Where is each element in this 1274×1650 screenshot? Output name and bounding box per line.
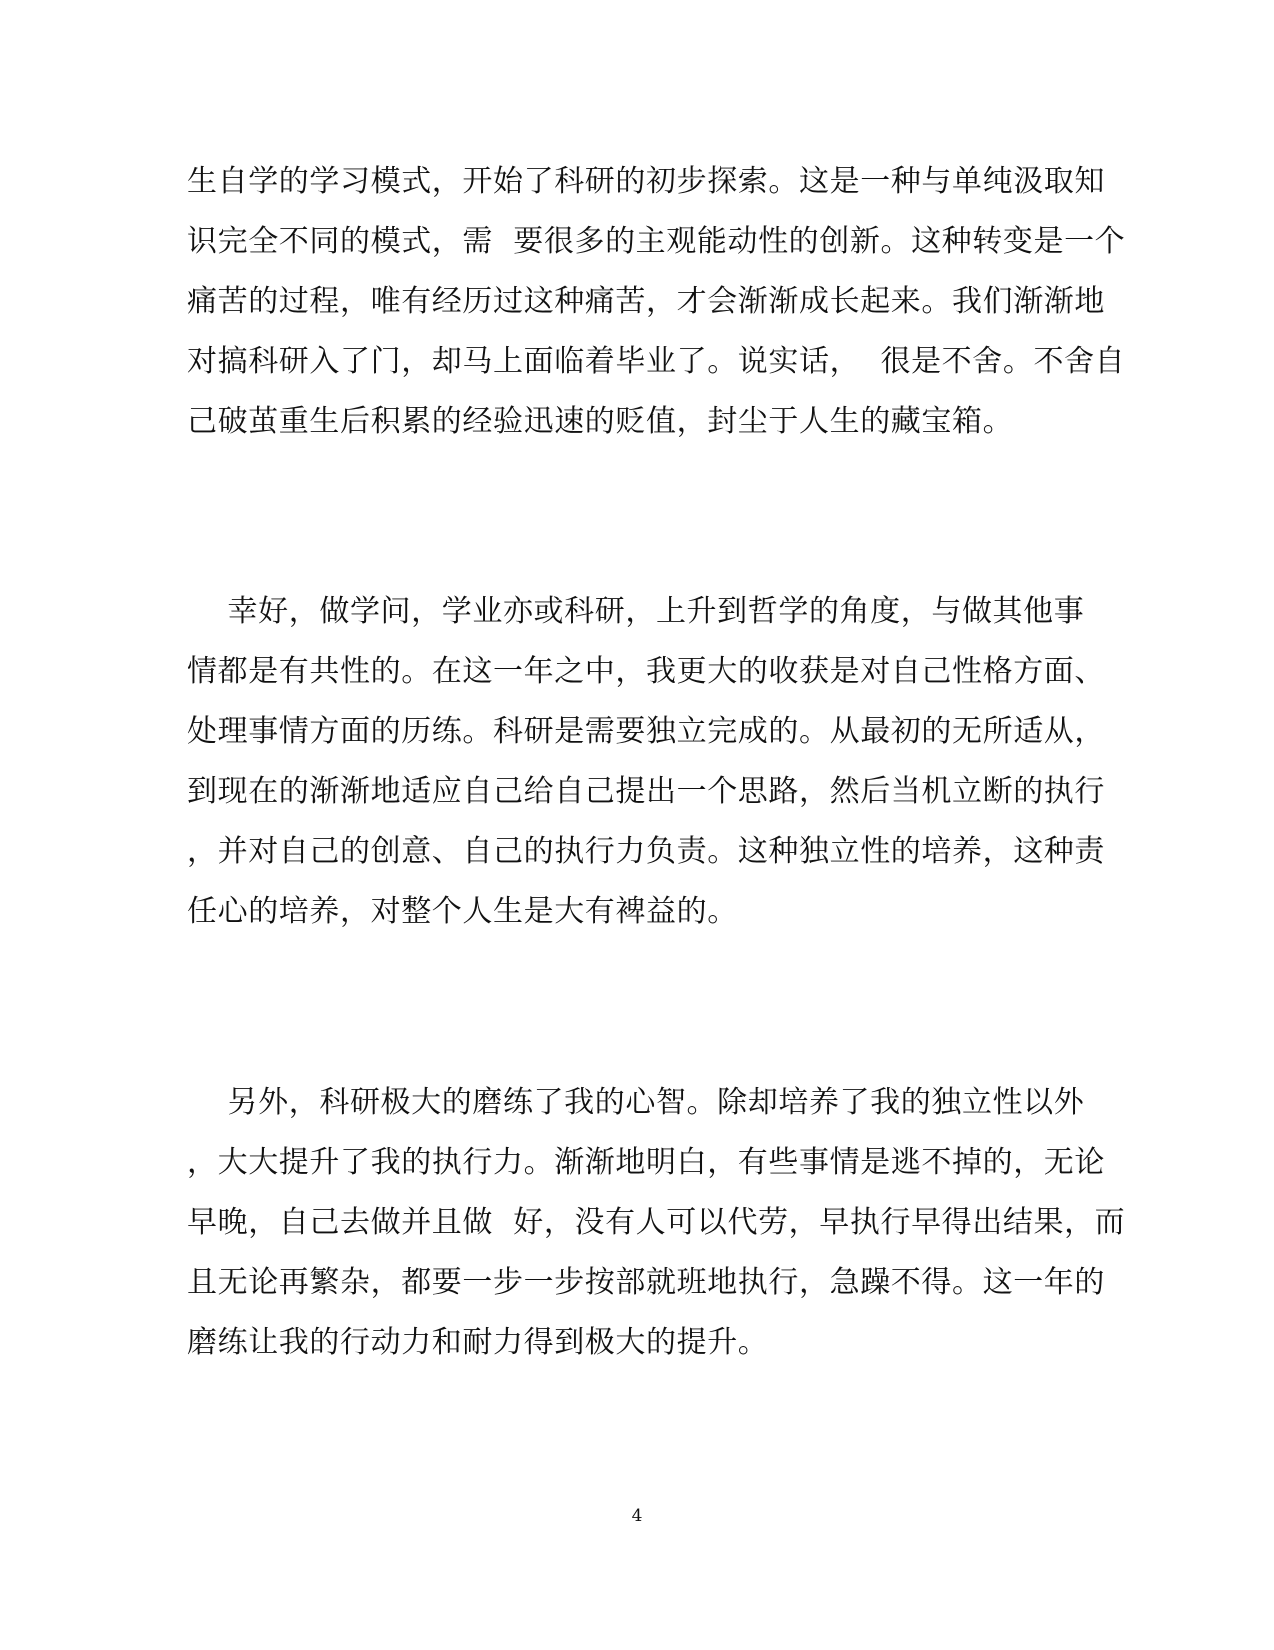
text-line: 早晚，自己去做并且做 好，没有人可以代劳，早执行早得出结果，而 [187,1205,1126,1240]
text-line: 任心的培养，对整个人生是大有裨益的。 [187,894,738,929]
text-line: 且无论再繁杂，都要一步一步按部就班地执行，急躁不得。这一年的 [187,1265,1105,1300]
text-line: 磨练让我的行动力和耐力得到极大的提升。 [187,1325,769,1360]
text-line: 处理事情方面的历练。科研是需要独立完成的。从最初的无所适从， [187,714,1105,749]
text-line: ，大大提升了我的执行力。渐渐地明白，有些事情是逃不掉的，无论 [187,1145,1105,1180]
text-line: 痛苦的过程，唯有经历过这种痛苦，才会渐渐成长起来。我们渐渐地 [187,284,1105,319]
text-line: 己破茧重生后积累的经验迅速的贬值，封尘于人生的藏宝箱。 [187,404,1014,439]
text-line: 生自学的学习模式，开始了科研的初步探索。这是一种与单纯汲取知 [187,164,1105,199]
page-number: 4 [631,1506,643,1526]
text-line: 幸好，做学问，学业亦或科研，上升到哲学的角度，与做其他事 [187,594,1085,629]
text-line: 情都是有共性的。在这一年之中，我更大的收获是对自己性格方面、 [187,654,1105,689]
text-line: 识完全不同的模式，需 要很多的主观能动性的创新。这种转变是一个 [187,224,1126,259]
text-line: ，并对自己的创意、自己的执行力负责。这种独立性的培养，这种责 [187,834,1105,869]
text-line: 另外，科研极大的磨练了我的心智。除却培养了我的独立性以外 [187,1085,1085,1120]
text-line: 到现在的渐渐地适应自己给自己提出一个思路，然后当机立断的执行 [187,774,1105,809]
text-line: 对搞科研入了门，却马上面临着毕业了。说实话， 很是不舍。不舍自 [187,344,1126,379]
